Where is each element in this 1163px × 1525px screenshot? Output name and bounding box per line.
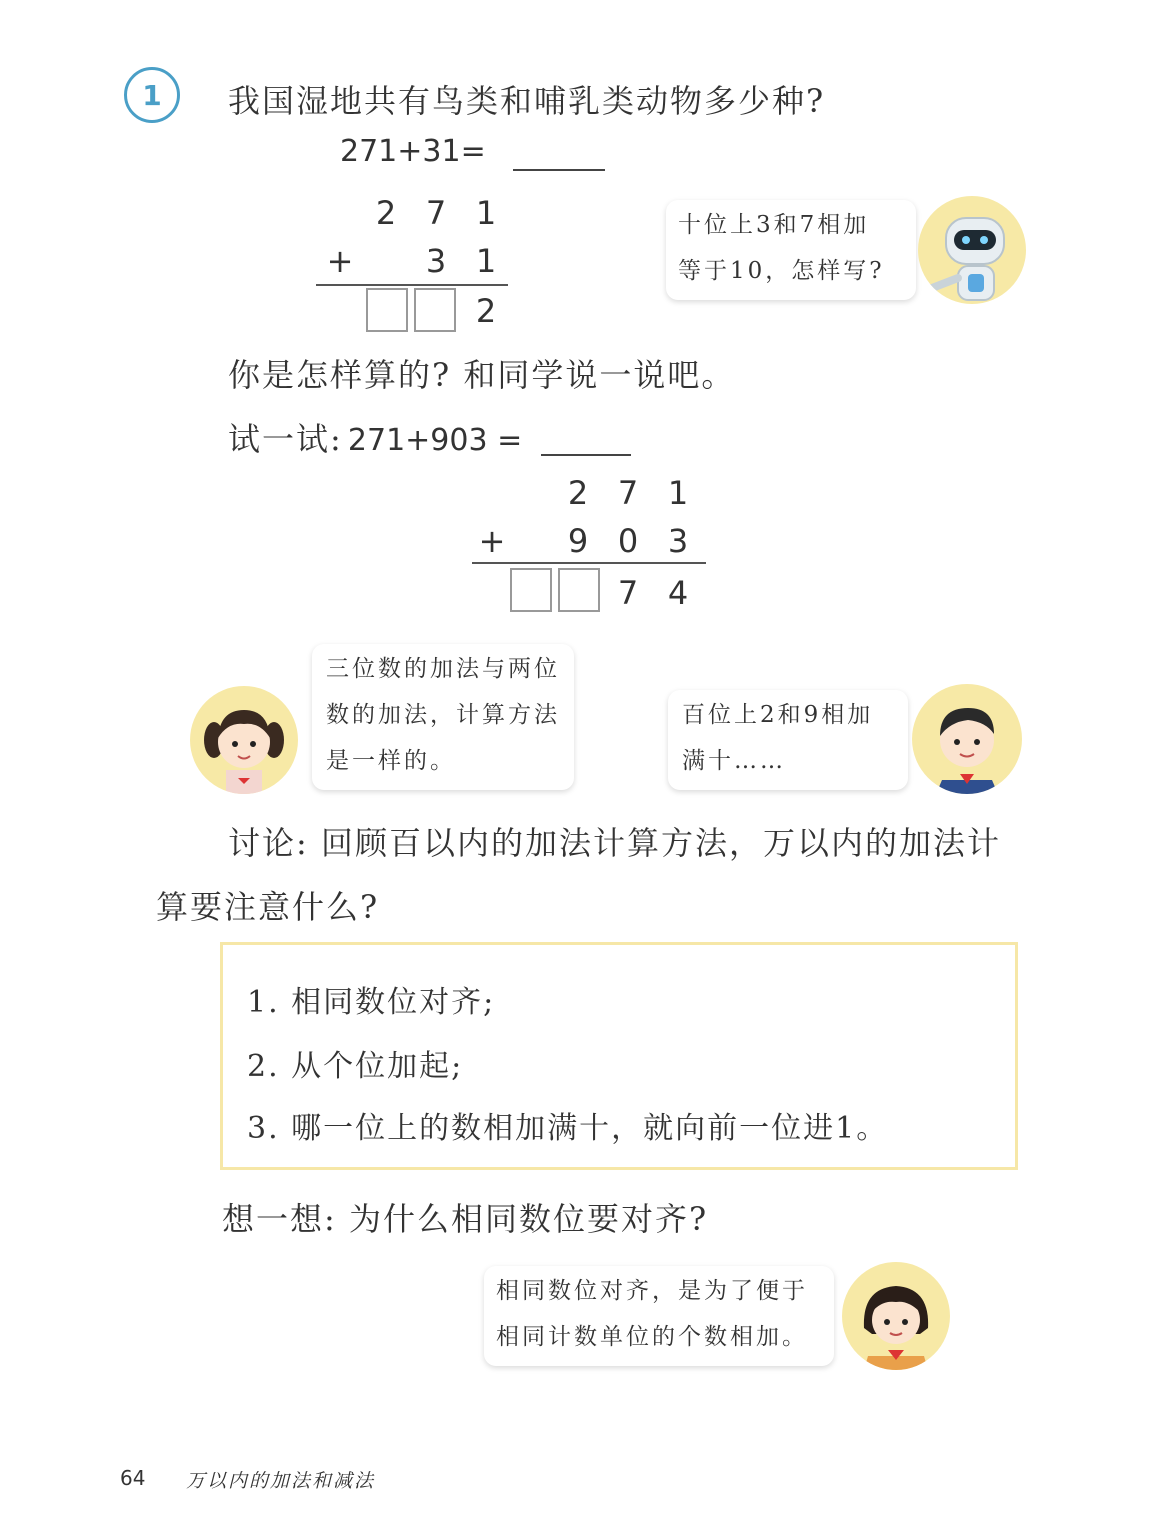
page-number: 64	[120, 1466, 146, 1490]
digit: 0	[617, 522, 639, 560]
girl-avatar	[190, 686, 298, 794]
digit: 3	[667, 522, 689, 560]
girl-short-hair-icon	[842, 1262, 950, 1370]
bubble-line: 相同计数单位的个数相加。	[496, 1324, 808, 1350]
bubble-line: 是一样的。	[326, 748, 456, 774]
digit: 1	[475, 194, 497, 232]
result-digit: 2	[475, 292, 497, 330]
result-digit: 7	[617, 574, 639, 612]
vertical-addition-1	[316, 190, 508, 340]
robot-speech-bubble	[666, 200, 916, 300]
rules-box	[220, 942, 1018, 1170]
plus-sign: +	[326, 242, 354, 280]
try-equation	[228, 414, 631, 460]
bubble-line: 满十……	[682, 748, 786, 774]
boy-icon	[912, 684, 1022, 794]
equation-2-text: 271+903 =	[347, 423, 523, 458]
girl2-speech-bubble	[484, 1266, 834, 1366]
rule-item: 1. 相同数位对齐;	[247, 985, 496, 1020]
equation-1	[340, 134, 605, 171]
digit: 2	[567, 474, 589, 512]
vertical-addition-2	[472, 470, 706, 620]
digit: 1	[475, 242, 497, 280]
discussion-line-1: 讨论: 回顾百以内的加法计算方法，万以内的加法计	[228, 824, 1001, 862]
answer-blank-2[interactable]	[541, 435, 631, 456]
problem-number-badge: 1	[124, 67, 180, 123]
digit: 1	[667, 474, 689, 512]
result-digit: 4	[667, 574, 689, 612]
boy-speech-bubble	[668, 690, 908, 790]
bubble-line: 相同数位对齐，是为了便于	[496, 1278, 808, 1304]
discussion-prompt: 你是怎样算的? 和同学说一说吧。	[228, 356, 736, 394]
digit: 2	[375, 194, 397, 232]
chapter-title: 万以内的加法和减法	[186, 1470, 376, 1492]
bubble-line: 十位上3和7相加	[678, 212, 870, 238]
robot-icon	[918, 196, 1026, 304]
answer-box[interactable]	[366, 288, 408, 332]
digit: 7	[617, 474, 639, 512]
digit: 9	[567, 522, 589, 560]
bubble-line: 三位数的加法与两位	[326, 656, 560, 682]
answer-box[interactable]	[414, 288, 456, 332]
girl2-avatar	[842, 1262, 950, 1370]
sum-line	[472, 562, 706, 564]
boy-avatar	[912, 684, 1022, 794]
bubble-line: 百位上2和9相加	[682, 702, 874, 728]
answer-box[interactable]	[558, 568, 600, 612]
robot-avatar	[918, 196, 1026, 304]
answer-box[interactable]	[510, 568, 552, 612]
rule-item: 2. 从个位加起;	[247, 1049, 464, 1084]
answer-blank-1[interactable]	[513, 134, 605, 171]
digit: 7	[425, 194, 447, 232]
digit: 3	[425, 242, 447, 280]
bubble-line: 数的加法，计算方法	[326, 702, 560, 728]
try-label: 试一试:	[228, 420, 343, 458]
girl-icon	[190, 686, 298, 794]
bubble-line: 等于10，怎样写?	[678, 258, 885, 284]
sum-line	[316, 284, 508, 286]
plus-sign: +	[478, 522, 506, 560]
girl-speech-bubble	[312, 644, 574, 790]
discussion-line-2: 算要注意什么?	[156, 888, 380, 926]
question-text: 我国湿地共有鸟类和哺乳类动物多少种?	[228, 82, 826, 120]
equation-1-text: 271+31=	[340, 134, 486, 169]
think-question: 想一想: 为什么相同数位要对齐?	[222, 1200, 709, 1238]
rule-item: 3. 哪一位上的数相加满十，就向前一位进1。	[247, 1111, 889, 1146]
